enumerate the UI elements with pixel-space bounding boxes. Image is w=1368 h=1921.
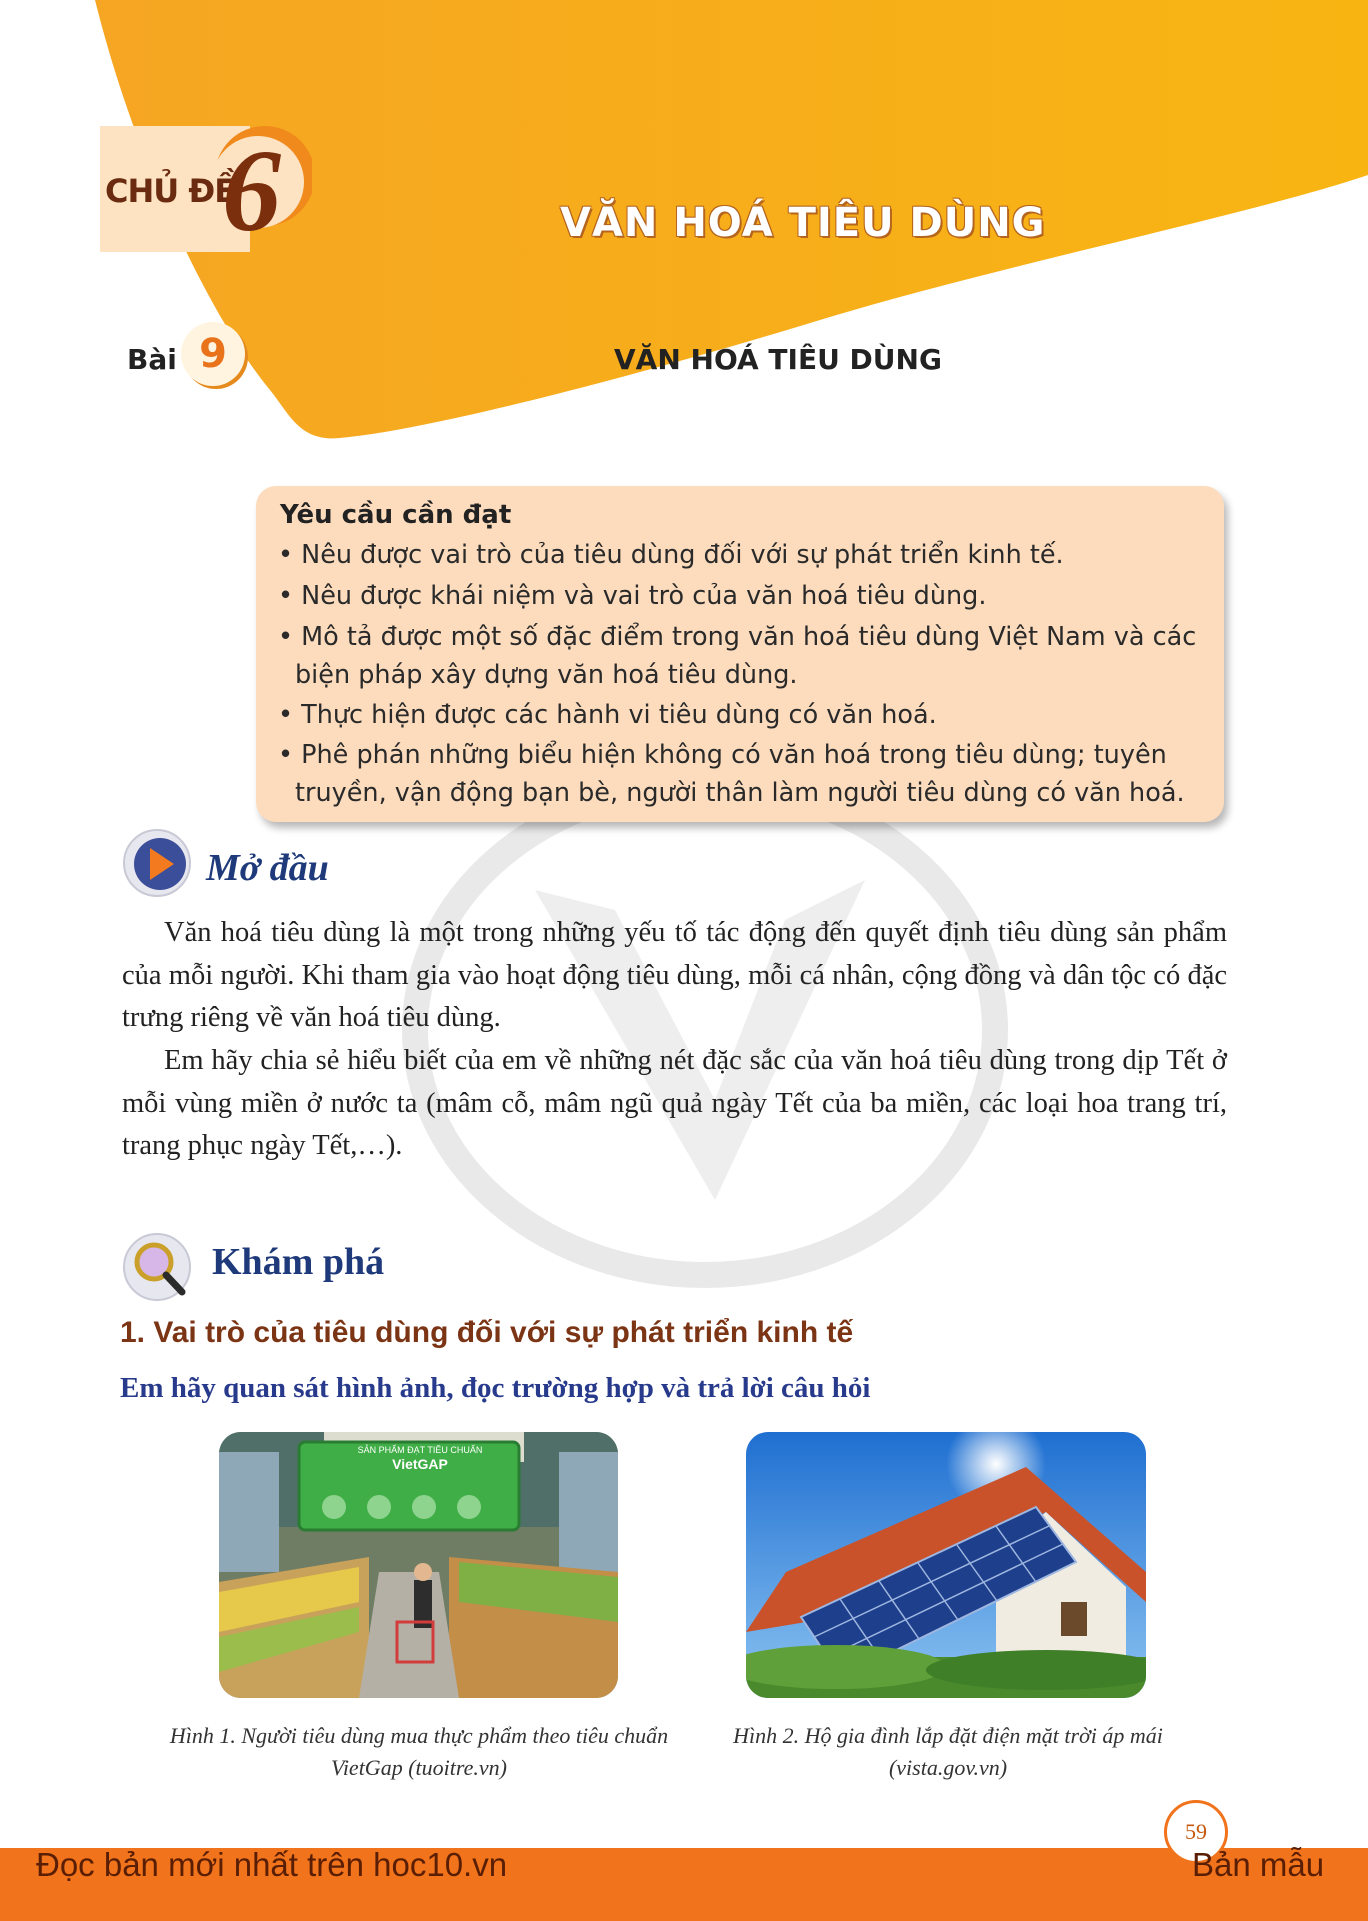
page-number: 59	[1185, 1819, 1207, 1844]
figure-1-caption: Hình 1. Người tiêu dùng mua thực phẩm theo tiêu chuẩn VietGap (tuoitre.vn)	[169, 1723, 669, 1780]
play-icon	[122, 828, 192, 898]
explore-title: Khám phá	[212, 1241, 385, 1283]
requirement-item: • Nêu được vai trò của tiêu dùng đối với sự phát triển kinh tế.	[278, 540, 1064, 570]
footer-sample-label: Bản mẫu	[1192, 1846, 1325, 1883]
figure-2-image	[746, 1432, 1146, 1698]
requirement-item: • Thực hiện được các hành vi tiêu dùng có văn hoá.	[278, 700, 937, 730]
intro-title: Mở đầu	[206, 847, 329, 889]
intro-paragraph: Em hãy chia sẻ hiểu biết của em về những nét đặc sắc của văn hoá tiêu dùng trong dịp Tết ở mỗi vùng miền ở nước ta (mâm cỗ, mâm ngũ quả ngày Tết của ba miền, các loại hoa trang trí, trang phục ngày Tết,…).	[122, 1045, 1227, 1161]
requirements-title: Yêu cầu cần đạt	[280, 500, 512, 530]
requirement-item: • Mô tả được một số đặc điểm trong văn hoá tiêu dùng Việt Nam và các biện pháp xây dựng văn hoá tiêu dùng.	[278, 622, 1197, 690]
topic-label: CHỦ ĐỀ	[105, 172, 236, 210]
lesson-label: Bài	[127, 343, 177, 376]
magnifier-icon	[122, 1232, 194, 1304]
figure-1-sign-line1: SẢN PHẨM ĐẠT TIÊU CHUẨN	[357, 1445, 483, 1455]
footer-link-text[interactable]: Đọc bản mới nhất trên hoc10.vn	[36, 1846, 508, 1883]
figure-2-caption: Hình 2. Hộ gia đình lắp đặt điện mặt trời áp mái (vista.gov.vn)	[733, 1723, 1163, 1780]
requirement-item: • Phê phán những biểu hiện không có văn hoá trong tiêu dùng; tuyên truyền, vận động bạn bè, người thân làm người tiêu dùng có văn hoá.	[278, 740, 1185, 808]
intro-paragraph: Văn hoá tiêu dùng là một trong những yếu tố tác động đến quyết định tiêu dùng sản phẩm của mỗi người. Khi tham gia vào hoạt động tiêu dùng, mỗi cá nhân, cộng đồng và dân tộc có đặc trưng riêng về văn hoá tiêu dùng.	[122, 917, 1227, 1033]
requirement-item: • Nêu được khái niệm và vai trò của văn hoá tiêu dùng.	[278, 581, 987, 611]
lesson-title: VĂN HOÁ TIÊU DÙNG	[614, 343, 942, 376]
chapter-title: VĂN HOÁ TIÊU DÙNG	[560, 200, 1046, 246]
instruction-text: Em hãy quan sát hình ảnh, đọc trường hợp và trả lời câu hỏi	[120, 1372, 871, 1404]
section-1-title: 1. Vai trò của tiêu dùng đối với sự phát triển kinh tế	[120, 1316, 854, 1349]
figure-1-sign-line2: VietGAP	[392, 1456, 448, 1472]
lesson-number: 9	[199, 331, 227, 377]
topic-number: 6	[222, 125, 281, 256]
